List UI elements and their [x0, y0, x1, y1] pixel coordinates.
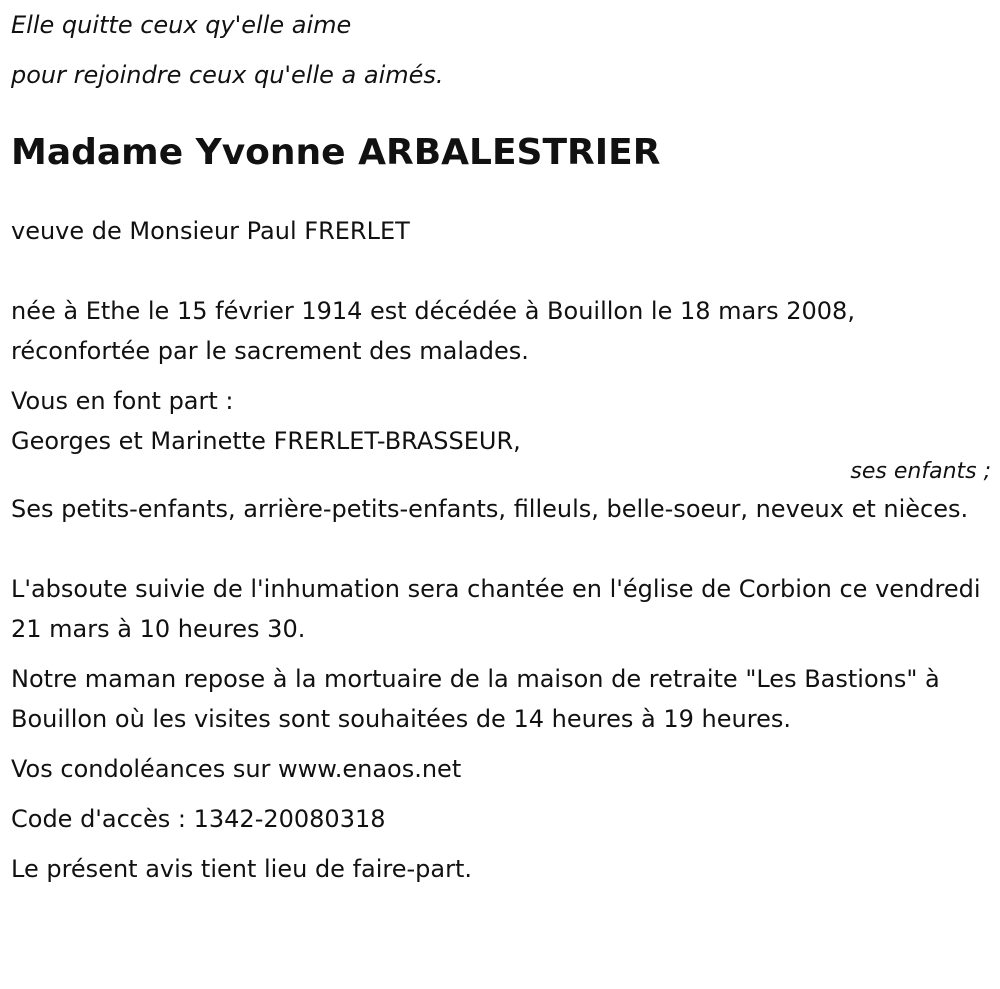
access-code-text: Code d'accès : 1342-20080318 — [11, 805, 386, 833]
announcement-intro: Vous en font part : — [11, 387, 234, 415]
birth-death-text: née à Ethe le 15 février 1914 est décédée à Bouillon le 18 mars 2008, réconfortée par le sacrement des malades. — [11, 297, 855, 365]
announcement-block — [11, 381, 991, 529]
ceremony-text: L'absoute suivie de l'inhumation sera chantée en l'église de Corbion ce vendredi 21 mars à 10 heures 30. — [11, 575, 981, 643]
widow-of: veuve de Monsieur Paul FRERLET — [11, 217, 410, 245]
announcement-others: Ses petits-enfants, arrière-petits-enfants, filleuls, belle-soeur, neveux et nièces. — [11, 495, 969, 523]
epigraph-line-1: Elle quitte ceux qy'elle aime — [11, 11, 352, 39]
deceased-name: Madame Yvonne ARBALESTRIER — [11, 132, 661, 173]
epigraph-line-2: pour rejoindre ceux qu'elle a aimés. — [11, 61, 444, 89]
resting-place-text: Notre maman repose à la mortuaire de la maison de retraite "Les Bastions" à Bouillon où les visites sont souhaitées de 14 heures à 19 heures. — [11, 665, 940, 733]
obituary-notice — [11, 0, 991, 889]
epigraph — [11, 0, 991, 100]
closing-text: Le présent avis tient lieu de faire-part. — [11, 855, 473, 883]
announcement-children: Georges et Marinette FRERLET-BRASSEUR, — [11, 427, 521, 455]
condolences-text: Vos condoléances sur www.enaos.net — [11, 755, 462, 783]
announcement-children-role: ses enfants ; — [850, 459, 991, 484]
